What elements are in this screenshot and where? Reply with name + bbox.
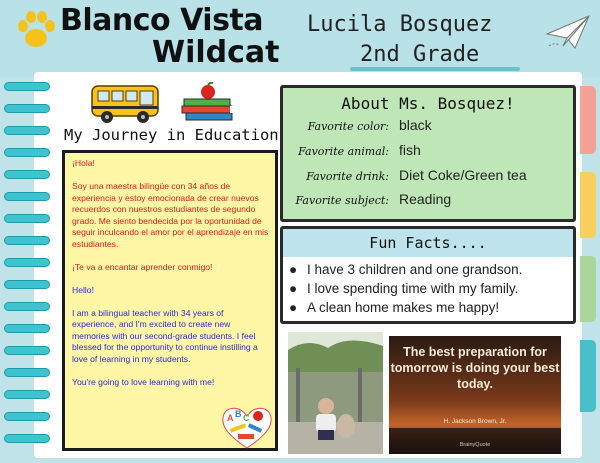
favorite-row bbox=[283, 116, 573, 138]
paw-icon bbox=[14, 8, 58, 52]
fun-fact-text: I love spending time with my family. bbox=[307, 281, 519, 296]
favorite-row bbox=[283, 166, 573, 188]
paper-plane-icon bbox=[545, 12, 591, 52]
spanish-closing: ¡Te va a encantar aprender conmigo! bbox=[72, 261, 213, 272]
svg-text:A: A bbox=[227, 413, 234, 423]
school-title bbox=[60, 3, 280, 70]
spanish-greeting: ¡Hola! bbox=[72, 158, 95, 168]
ring bbox=[4, 346, 50, 355]
spiral-binding bbox=[4, 82, 52, 452]
fun-facts-title: Fun Facts.... bbox=[369, 234, 487, 252]
section-tabs bbox=[580, 86, 600, 416]
fun-facts-section bbox=[280, 226, 576, 324]
ring bbox=[4, 258, 50, 267]
favorite-value: black bbox=[399, 117, 432, 133]
ring bbox=[4, 104, 50, 113]
favorite-label: Favorite color: bbox=[307, 120, 389, 133]
bullet-icon: ● bbox=[289, 262, 298, 277]
quote-text: The best preparation for tomorrow is doing your best today. bbox=[390, 345, 560, 391]
english-closing: You're going to love learning with me! bbox=[72, 376, 215, 387]
favorite-label: Favorite subject: bbox=[295, 194, 389, 207]
tab-yellow[interactable] bbox=[580, 172, 596, 238]
quote-brand: BrainyQuote bbox=[459, 442, 491, 448]
title-underline bbox=[350, 67, 520, 71]
english-greeting: Hello! bbox=[72, 284, 94, 295]
teacher-name: Lucila Bosquez bbox=[307, 12, 493, 37]
ring bbox=[4, 192, 50, 201]
fun-fact-text: I have 3 children and one grandson. bbox=[307, 262, 523, 277]
favorite-row bbox=[283, 141, 573, 163]
ring bbox=[4, 324, 50, 333]
spanish-body: Soy una maestra bilingüe con 34 años de experiencia y estoy emocionada de crear nuevos recuerdos con nuestros estudiantes de segundo grado. Me siento bendecida por la oportunidad de seguir inculcando el amor por el aprendizaje en mis estudiantes. bbox=[72, 181, 269, 249]
ring bbox=[4, 126, 50, 135]
journey-header bbox=[60, 78, 279, 150]
favorite-row bbox=[283, 190, 573, 212]
bullet-icon: ● bbox=[289, 300, 298, 315]
ring bbox=[4, 390, 50, 399]
ring bbox=[4, 280, 50, 289]
school-name-line2: Wildcat bbox=[152, 35, 280, 70]
ring bbox=[4, 302, 50, 311]
school-bus-icon bbox=[90, 80, 162, 126]
tab-teal[interactable] bbox=[580, 340, 596, 412]
quote-author: H. Jackson Brown, Jr. bbox=[443, 418, 507, 425]
favorite-value: Reading bbox=[399, 191, 452, 207]
teacher-grade: 2nd Grade bbox=[360, 42, 480, 67]
svg-text:B: B bbox=[235, 409, 242, 419]
ring bbox=[4, 82, 50, 91]
tab-green[interactable] bbox=[580, 256, 596, 322]
ring bbox=[4, 412, 50, 421]
books-apple-icon bbox=[180, 82, 236, 126]
svg-text:C: C bbox=[243, 413, 250, 423]
bullet-icon: ● bbox=[289, 281, 298, 296]
fun-fact-item bbox=[289, 300, 499, 315]
journey-title: My Journey in Education bbox=[64, 126, 279, 144]
tab-red[interactable] bbox=[580, 86, 596, 154]
about-section bbox=[280, 85, 576, 222]
school-name-line1: Blanco Vista bbox=[60, 3, 264, 38]
fun-fact-item bbox=[289, 281, 518, 296]
favorite-value: fish bbox=[399, 142, 421, 158]
ring bbox=[4, 148, 50, 157]
teacher-photo bbox=[288, 332, 383, 454]
favorite-label: Favorite drink: bbox=[306, 170, 389, 183]
ring bbox=[4, 368, 50, 377]
ring bbox=[4, 214, 50, 223]
fun-fact-text: A clean home makes me happy! bbox=[307, 300, 500, 315]
english-body: I am a bilingual teacher with 34 years of experience, and I'm excited to create new memories with our second-grade students. I feel blessed for the opportunity to continue instilling a love of learning in my students. bbox=[72, 307, 258, 364]
favorite-label: Favorite animal: bbox=[298, 145, 389, 158]
abc-heart-icon bbox=[218, 402, 276, 452]
about-title: About Ms. Bosquez! bbox=[341, 94, 515, 113]
quote-card bbox=[389, 336, 561, 454]
favorite-value: Diet Coke/Green tea bbox=[399, 167, 527, 183]
fun-fact-item bbox=[289, 262, 522, 277]
ring bbox=[4, 170, 50, 179]
ring bbox=[4, 236, 50, 245]
ring bbox=[4, 434, 50, 443]
